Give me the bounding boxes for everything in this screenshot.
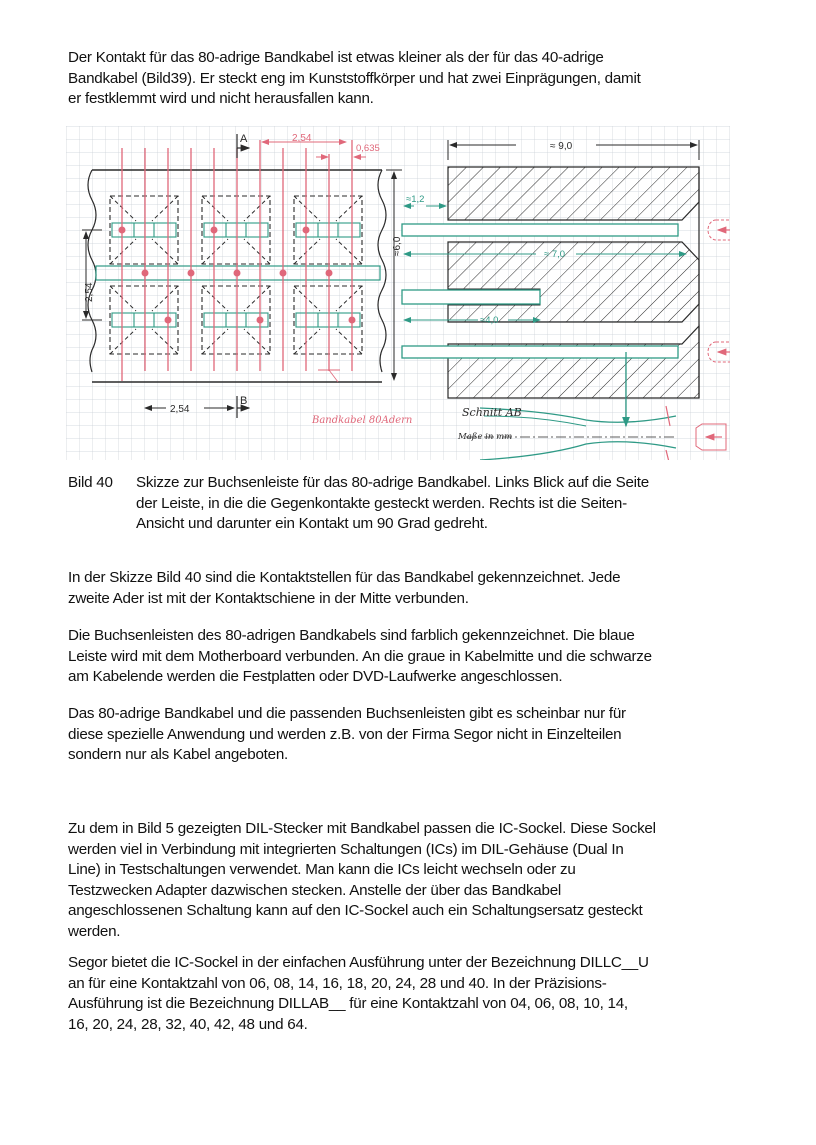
text-line: angeschlossenen Schaltung kann auf den IC-Sockel auch ein Schaltungsersatz gesteckt [68,902,643,919]
caption-label: Bild 40 [68,474,113,491]
paragraph-availability [68,704,748,766]
figure-bild-40-sketch [66,126,730,460]
dim-2: ≈ 7,0 [544,249,566,260]
text-line: an für eine Kontaktzahl von 06, 08, 14, 16, 18, 20, 24, 28 und 40. In der Präzisions- [68,974,607,992]
dim-offset: 0,635 [356,143,380,154]
paragraph-color-coding [68,626,748,688]
section-a-label: A [240,133,248,145]
section-b-label: B [240,395,248,407]
text-line: werden viel in Verbindung mit integrierten Schaltungen (ICs) im DIL-Gehäuse (Dual In [68,840,624,858]
text-line: der Leiste, in die die Gegenkontakte gesteckt werden. Rechts ist die Seiten- [136,494,627,512]
text-line: Leiste wird mit dem Motherboard verbunden. An die graue in Kabelmitte und die schwarze [68,647,652,665]
text-line: er festklemmt wird und nicht herausfallen kann. [68,90,374,107]
text-line: Zu dem in Bild 5 gezeigten DIL-Stecker mit Bandkabel passen die IC-Sockel. Diese Sockel [68,820,656,837]
text-line: diese spezielle Anwendung und werden z.B. von der Firma Segor nicht in Einzelteilen [68,725,622,743]
text-line: sondern nur als Kabel angeboten. [68,746,288,763]
text-line: In der Skizze Bild 40 sind die Kontaktstellen für das Bandkabel gekennzeichnet. Jede [68,569,621,586]
units-label: Maße in mm [458,432,513,442]
dim-height: ≈6,0 [392,236,403,256]
technical-drawing [66,126,730,460]
text-line: zweite Ader ist mit der Kontaktschiene in der Mitte verbunden. [68,589,469,607]
text-line: Ausführung ist die Bezeichnung DILLAB__ für eine Kontaktzahl von 04, 06, 08, 10, 14, [68,995,628,1012]
intro-paragraph [68,48,748,110]
text-line: werden. [68,922,121,940]
text-line: Testzwecken Adapter dazwischen stecken. Anstelle der über das Bandkabel [68,881,562,899]
caption-text [136,473,649,535]
text-line: Segor bietet die IC-Sockel in der einfachen Ausführung unter der Bezeichnung DILLC__U [68,954,649,971]
cable-label: Bandkabel 80Adern [312,415,413,426]
text-line: Bandkabel (Bild39). Er steckt eng im Kunststoffkörper und hat zwei Einprägungen, damit [68,69,641,87]
section-ab-label: Schnitt AB [462,406,522,419]
dim-pitch-top: 2,54 [292,133,312,144]
dim-length: ≈ 9,0 [550,141,573,152]
dim-row-pitch: 2,54 [84,282,95,302]
text-line: Das 80-adrige Bandkabel und die passenden Buchsenleisten gibt es scheinbar nur für [68,705,626,722]
dim-1: ≈1,2 [406,194,425,205]
text-line: Ansicht und darunter ein Kontakt um 90 Grad gedreht. [136,515,488,532]
text-line: 16, 20, 24, 28, 32, 40, 42, 48 und 64. [68,1015,308,1033]
text-line: Line) in Testschaltungen verwendet. Man kann die ICs leicht wechseln oder zu [68,861,576,878]
paragraph-contact-points [68,568,748,609]
dim-pitch-bottom: 2,54 [170,404,190,415]
paragraph-segor-products [68,953,748,1035]
text-line: Skizze zur Buchsenleiste für das 80-adrige Bandkabel. Links Blick auf die Seite [136,474,649,491]
text-line: am Kabelende werden die Festplatten oder DVD-Laufwerke angeschlossen. [68,668,563,685]
text-line: Die Buchsenleisten des 80-adrigen Bandkabels sind farblich gekennzeichnet. Die blaue [68,627,635,644]
paragraph-ic-socket [68,819,748,942]
text-line: Der Kontakt für das 80-adrige Bandkabel ist etwas kleiner als der für das 40-adrige [68,49,604,66]
dim-3: ≈4,0 [480,315,499,326]
